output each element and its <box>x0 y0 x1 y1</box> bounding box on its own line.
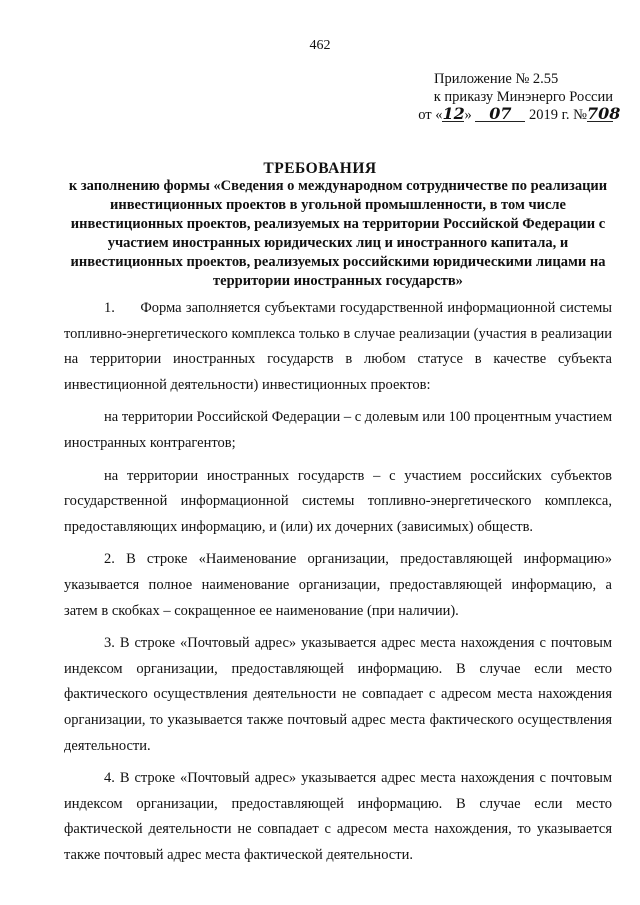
date-year: 2019 г. № <box>528 107 587 123</box>
paragraph-3: 3. В строке «Почтовый адрес» указывается адрес места нахождения с почтовым индексом организации, предоставляющей информацию. В случае если место фактического осуществления деятельности не совпадает с адресом места нахождения организации, то указывается также почтовый адрес места фактического осуществления деятельности. <box>64 635 612 754</box>
paragraph-1: 1. Форма заполняется субъектами государственной информационной системы топливно-энергетического комплекса только в случае реализации (участия в реализации на территории иностранных государств в любом статусе в качестве субъекта инвестиционной деятельности) инвестиционных проектов: <box>64 300 612 393</box>
date-sep: » <box>464 107 472 123</box>
date-prefix: от « <box>418 107 443 123</box>
paragraph-2: 2. В строке «Наименование организации, предоставляющей информацию» указывается полное наименование организации, предоставляющей информацию, а затем в скобках – сокращенное ее наименование (при наличии). <box>64 551 612 619</box>
date-month: 07 <box>475 106 525 122</box>
document-title: ТРЕБОВАНИЯ <box>263 160 377 177</box>
date-day: 12 <box>442 104 465 123</box>
document-body <box>64 296 612 875</box>
appendix-title: Приложение № 2.55 <box>434 71 559 87</box>
page-number: 462 <box>309 38 331 53</box>
appendix-date-line <box>398 104 621 124</box>
appendix-block <box>398 70 621 124</box>
document-subtitle: к заполнению формы «Сведения о международном сотрудничестве по реализации инвестиционных проектов в угольной промышленности, в том числе инвестиционных проектов, реализуемых на территории Российской Федерации с участием иностранных юридических лиц и иностранного капитала, и инвестиционных проектов, реализуемых российскими юридическими лицами на территории иностранных государств» <box>68 178 608 289</box>
order-number: 708 <box>587 104 621 123</box>
appendix-order-ref: к приказу Минэнерго России <box>433 89 613 105</box>
paragraph-4: 4. В строке «Почтовый адрес» указывается адрес места нахождения с почтовым индексом организации, предоставляющей информацию. В случае если место фактической деятельности не совпадает с адресом места нахождения, то указывается также почтовый адрес места фактической деятельности. <box>64 770 612 863</box>
paragraph-1-item-russia: на территории Российской Федерации – с долевым или 100 процентным участием иностранных контрагентов; <box>64 409 612 451</box>
paragraph-1-item-foreign: на территории иностранных государств – с участием российских субъектов государственной информационной системы топливно-энергетического комплекса, предоставляющих информацию, и (или) их дочерних (зависимых) обществ. <box>64 467 612 535</box>
